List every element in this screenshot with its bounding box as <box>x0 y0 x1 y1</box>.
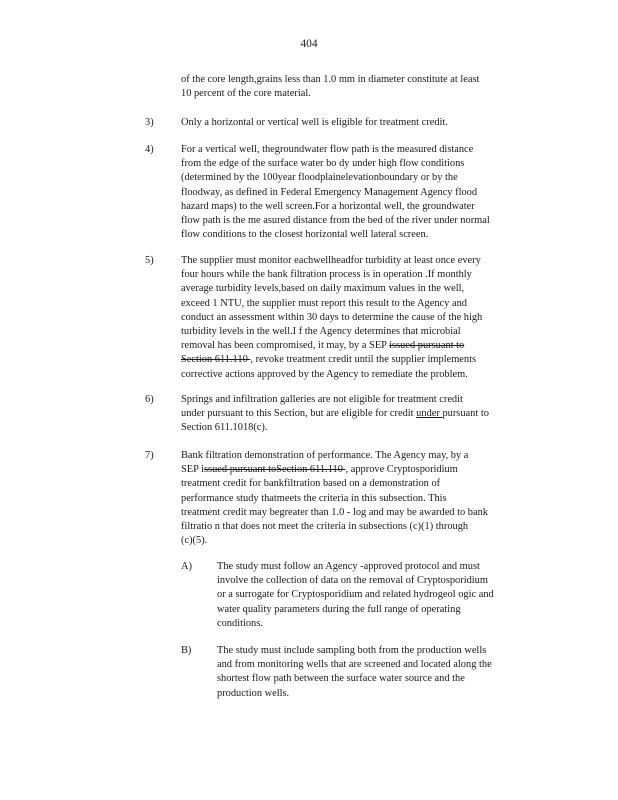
text-line: four hours while the bank filtration process is in operation .If monthly <box>181 269 472 281</box>
text-fragment: removal has been compromised, it may, by a SEP <box>181 340 387 352</box>
subitem-letter: A) <box>181 561 192 572</box>
text-line <box>181 407 489 421</box>
subitem-b-paragraph <box>217 644 492 701</box>
text-line: of the core length,grains less than 1.0 mm in diameter constitute at least <box>181 74 480 85</box>
text-line <box>181 463 488 477</box>
text-line: hazard maps) to the well screen.For a horizontal well, the groundwater <box>181 200 475 212</box>
text-fragment: , revoke treatment credit until the supplier implements <box>250 354 477 366</box>
text-fragment: pursuant to <box>442 408 489 420</box>
item-number: 3) <box>145 117 154 128</box>
subitem-a-paragraph <box>217 560 494 631</box>
text-line: (c)(5). <box>181 535 208 547</box>
item-6-paragraph <box>181 393 489 436</box>
text-line: Springs and infiltration galleries are not eligible for treatment credit <box>181 394 463 405</box>
text-line: turbidity levels in the well.I f the Agency determines that microbial <box>181 326 461 338</box>
item-number: 6) <box>145 394 154 405</box>
text-line: For a vertical well, thegroundwater flow path is the measured distance <box>181 144 474 155</box>
text-line: Section 611.1018(c). <box>181 422 268 434</box>
text-line: or a surrogate for Cryptosporidium and related hydrogeol ogic and <box>217 589 494 601</box>
text-line: conduct an assessment within 30 days to determine the cause of the high <box>181 311 483 323</box>
item-number: 7) <box>145 450 154 461</box>
text-fragment: SEP i <box>181 464 205 476</box>
item-4-paragraph <box>181 143 490 242</box>
struck-text: issued pursuant to <box>389 340 465 352</box>
text-line: The study must follow an Agency -approved protocol and must <box>217 561 480 572</box>
text-line: average turbidity levels,based on daily maximum values in the well, <box>181 283 465 295</box>
text-fragment: under pursuant to this Section, but are eligible for credit <box>181 408 417 420</box>
text-line: corrective actions approved by the Agency to remediate the problem. <box>181 368 468 380</box>
item-number: 4) <box>145 144 154 155</box>
continuation-paragraph <box>181 73 479 101</box>
text-line: involve the collection of data on the removal of Cryptosporidium <box>217 575 488 587</box>
page-number: 404 <box>300 38 318 50</box>
subitem-letter: B) <box>181 645 192 656</box>
text-line: from the edge of the surface water bo dy under high flow conditions <box>181 158 465 170</box>
text-line: filtratio n that does not meet the criteria in subsections (c)(1) through <box>181 521 469 533</box>
text-line: 10 percent of the core material. <box>181 88 311 100</box>
text-line <box>181 339 482 353</box>
item-5-paragraph <box>181 254 482 382</box>
struck-text: Section 611.110 <box>181 354 251 366</box>
text-line: conditions. <box>217 617 263 629</box>
item-7-paragraph <box>181 449 488 548</box>
text-line: and from monitoring wells that are screened and located along the <box>217 659 492 671</box>
text-line: Bank filtration demonstration of performance. The Agency may, by a <box>181 450 469 461</box>
text-line: shortest flow path between the surface water source and the <box>217 673 465 685</box>
underlined-text: under <box>416 408 443 420</box>
text-line: flow path is the me asured distance from the bed of the river under normal <box>181 215 490 227</box>
text-line: flow conditions to the closest horizontal well lateral screen. <box>181 229 429 241</box>
text-line: treatment credit for bankfiltration based on a demonstration of <box>181 478 441 490</box>
item-number: 5) <box>145 255 154 266</box>
text-line: Only a horizontal or vertical well is eligible for treatment credit. <box>181 117 448 128</box>
text-line: The study must include sampling both from the production wells <box>217 645 487 656</box>
item-3-paragraph <box>181 116 448 130</box>
text-line: production wells. <box>217 687 290 699</box>
text-line: treatment credit may begreater than 1.0 - log and may be awarded to bank <box>181 506 488 518</box>
text-line: exceed 1 NTU, the supplier must report this result to the Agency and <box>181 297 467 309</box>
struck-text: ssued pursuant toSection 611.110 <box>204 464 346 476</box>
text-fragment: , approve Cryptosporidium <box>345 464 458 476</box>
text-line: (determined by the 100year floodplainelevationboundary or by the <box>181 172 458 184</box>
text-line <box>181 353 482 367</box>
text-line: water quality parameters during the full range of operating <box>217 603 461 615</box>
text-line: floodway, as defined in Federal Emergency Management Agency flood <box>181 186 478 198</box>
text-line: The supplier must monitor eachwellheadfor turbidity at least once every <box>181 255 481 266</box>
text-line: performance study thatmeets the criteria in this subsection. This <box>181 492 447 504</box>
